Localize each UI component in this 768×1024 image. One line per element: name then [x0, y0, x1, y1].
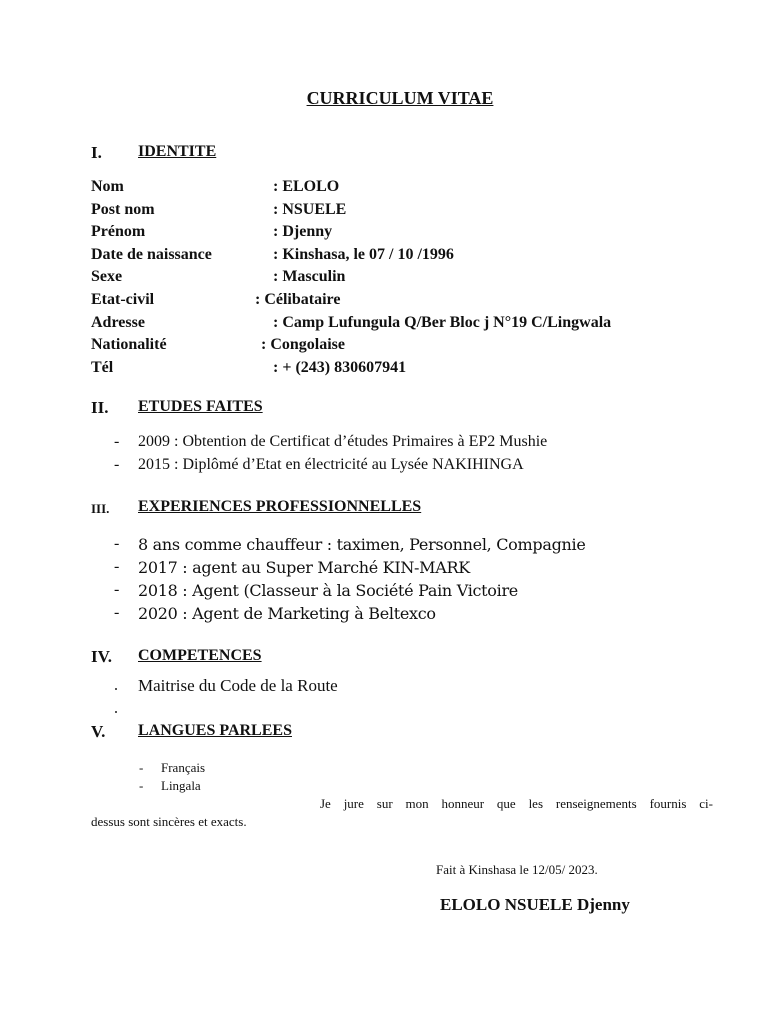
field-label: Nom	[91, 178, 124, 195]
list-bullet: -	[114, 558, 120, 575]
section-number: IV.	[91, 647, 112, 666]
field-value: : Célibataire	[255, 291, 341, 308]
section-number: II.	[91, 398, 109, 417]
list-item: 2017 : agent au Super Marché KIN-MARK	[138, 558, 470, 577]
section-heading-etudes: ETUDES FAITES	[138, 398, 263, 415]
list-bullet	[115, 711, 117, 713]
oath-line-2: dessus sont sincères et exacts.	[91, 814, 247, 829]
section-heading-experiences: EXPERIENCES PROFESSIONNELLES	[138, 498, 422, 515]
place-date: Fait à Kinshasa le 12/05/ 2023.	[436, 862, 598, 877]
field-value: : Masculin	[273, 268, 346, 286]
field-label: Adresse	[91, 313, 145, 331]
field-label: Post nom	[91, 200, 155, 218]
field-label: Tél	[91, 358, 114, 376]
field-label: Nationalité	[91, 336, 167, 354]
field-value: : ELOLO	[273, 178, 340, 195]
list-item: 2009 : Obtention de Certificat d’études Primaires à EP2 Mushie	[138, 433, 548, 450]
field-value: : Djenny	[273, 223, 333, 241]
list-item: 2018 : Agent (Classeur à la Société Pain Victoire	[138, 581, 518, 600]
section-number: V.	[91, 722, 106, 741]
oath-line-1: Je jure sur mon honneur que les renseignements fournis ci-	[320, 796, 713, 811]
list-bullet: -	[139, 778, 144, 793]
list-bullet: -	[114, 456, 120, 473]
field-value: : Camp Lufungula Q/Ber Bloc j N°19 C/Lingwala	[273, 313, 612, 331]
list-item: 8 ans comme chauffeur : taximen, Personnel, Compagnie	[138, 535, 586, 554]
field-value: : NSUELE	[273, 200, 347, 218]
list-bullet: -	[114, 581, 120, 598]
section-number: I.	[91, 143, 102, 162]
field-label: Sexe	[91, 268, 123, 286]
list-item: Lingala	[161, 778, 201, 793]
field-label: Date de naissance	[91, 245, 212, 263]
document-title: CURRICULUM VITAE	[306, 88, 494, 108]
section-heading-langues: LANGUES PARLEES	[138, 722, 292, 739]
list-bullet	[115, 688, 117, 690]
list-bullet: -	[114, 433, 120, 450]
signature-name: ELOLO NSUELE Djenny	[440, 895, 630, 914]
list-item: 2015 : Diplômé d’Etat en électricité au Lysée NAKIHINGA	[138, 456, 524, 473]
list-bullet: -	[139, 760, 144, 775]
section-heading-competences: COMPETENCES	[138, 647, 262, 664]
field-value: : Kinshasa, le 07 / 10 /1996	[273, 245, 454, 263]
list-item: 2020 : Agent de Marketing à Beltexco	[138, 604, 436, 623]
section-number: III.	[91, 501, 110, 516]
list-item: Français	[161, 760, 206, 775]
field-label: Prénom	[91, 223, 146, 241]
list-bullet: -	[114, 604, 120, 621]
field-value: : + (243) 830607941	[273, 358, 407, 376]
field-label: Etat-civil	[91, 291, 155, 308]
list-bullet: -	[114, 535, 120, 552]
field-value: : Congolaise	[261, 336, 345, 354]
list-item: Maitrise du Code de la Route	[138, 676, 338, 695]
section-heading-identite: IDENTITE	[138, 143, 217, 160]
